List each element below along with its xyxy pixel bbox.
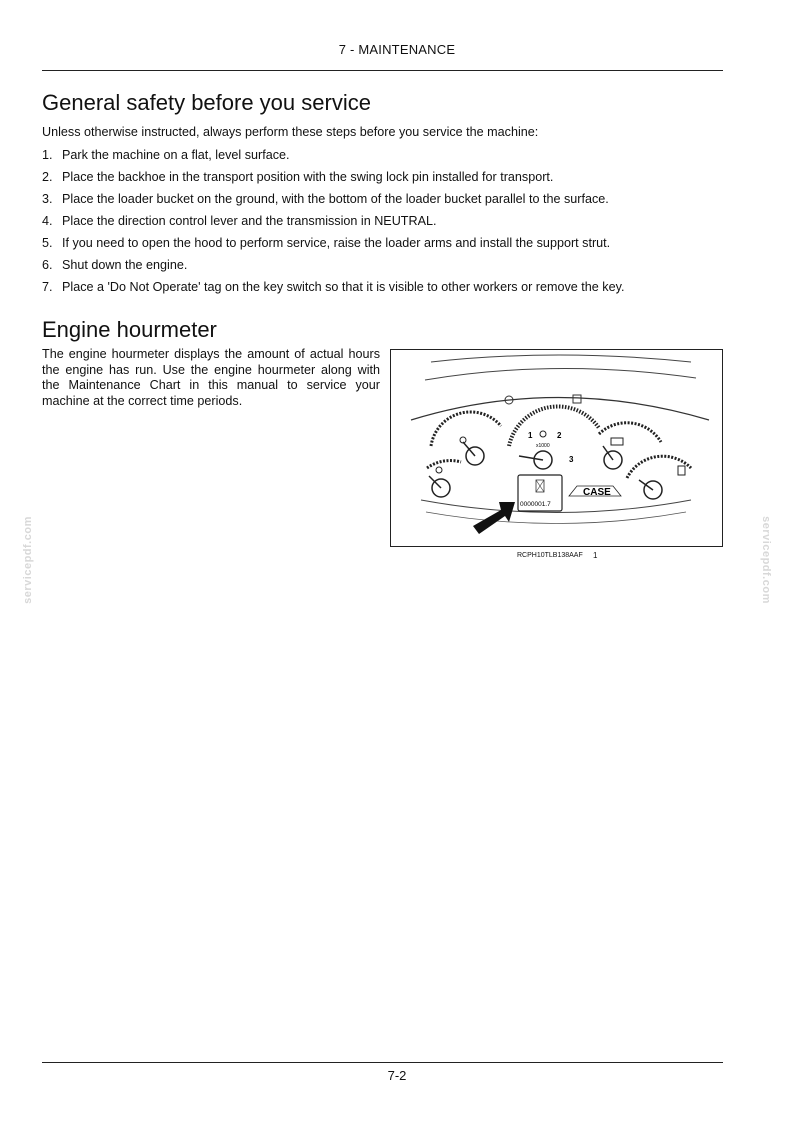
tach-label-1: 1 bbox=[528, 431, 533, 440]
step-text: Place the direction control lever and the transmission in NEUTRAL. bbox=[62, 214, 437, 228]
section-header: 7 - MAINTENANCE bbox=[338, 42, 456, 57]
hourmeter-paragraph: The engine hourmeter displays the amount of actual hours the engine has run. Use the engine hourmeter along with the Maintenance Chart in this manual to service your machine at the correct time periods. bbox=[42, 347, 380, 408]
safety-heading: General safety before you service bbox=[42, 90, 371, 115]
safety-intro: Unless otherwise instructed, always perform these steps before you service the machine: bbox=[42, 125, 539, 139]
step-number: 4. bbox=[42, 214, 53, 228]
step-text: Shut down the engine. bbox=[62, 258, 188, 272]
step-text: Park the machine on a flat, level surface. bbox=[62, 148, 290, 162]
figure-caption: RCPH10TLB138AAF bbox=[517, 552, 583, 559]
step-text: Place the loader bucket on the ground, with the bottom of the loader bucket parallel to the surface. bbox=[62, 192, 609, 206]
header-rule bbox=[42, 70, 723, 71]
instrument-cluster-illustration bbox=[391, 350, 723, 547]
list-item bbox=[42, 147, 624, 169]
watermark-right: servicepdf.com bbox=[760, 516, 772, 604]
instrument-cluster-figure bbox=[390, 349, 723, 547]
step-number: 6. bbox=[42, 258, 53, 272]
tach-unit-label: x1000 bbox=[536, 443, 550, 449]
tach-label-3: 3 bbox=[569, 455, 574, 464]
safety-steps-list bbox=[42, 147, 624, 301]
list-item bbox=[42, 213, 624, 235]
right-upper-gauge-icon bbox=[599, 423, 661, 469]
step-number: 7. bbox=[42, 280, 53, 294]
right-lower-gauge-icon bbox=[627, 456, 691, 499]
list-item bbox=[42, 235, 624, 257]
tach-label-2: 2 bbox=[557, 431, 562, 440]
list-item bbox=[42, 279, 624, 301]
brand-text: CASE bbox=[583, 487, 611, 498]
hourmeter-heading: Engine hourmeter bbox=[42, 317, 217, 342]
hourmeter-reading: 0000001.7 bbox=[520, 501, 551, 508]
arrow-icon bbox=[473, 502, 515, 534]
step-number: 2. bbox=[42, 170, 53, 184]
step-number: 5. bbox=[42, 236, 53, 250]
step-number: 3. bbox=[42, 192, 53, 206]
page-number: 7-2 bbox=[387, 1068, 407, 1083]
list-item bbox=[42, 257, 624, 279]
figure-number: 1 bbox=[593, 551, 598, 560]
step-text: Place the backhoe in the transport position with the swing lock pin installed for transport. bbox=[62, 170, 554, 184]
watermark-left: servicepdf.com bbox=[22, 516, 34, 604]
list-item bbox=[42, 191, 624, 213]
step-text: If you need to open the hood to perform service, raise the loader arms and install the support strut. bbox=[62, 236, 611, 250]
left-upper-gauge-icon bbox=[431, 412, 501, 465]
list-item bbox=[42, 169, 624, 191]
left-lower-gauge-icon bbox=[427, 461, 461, 497]
step-text: Place a 'Do Not Operate' tag on the key switch so that it is visible to other workers or remove the key. bbox=[62, 280, 625, 294]
footer-rule bbox=[42, 1062, 723, 1063]
step-number: 1. bbox=[42, 148, 53, 162]
tachometer-gauge-icon bbox=[509, 406, 599, 469]
